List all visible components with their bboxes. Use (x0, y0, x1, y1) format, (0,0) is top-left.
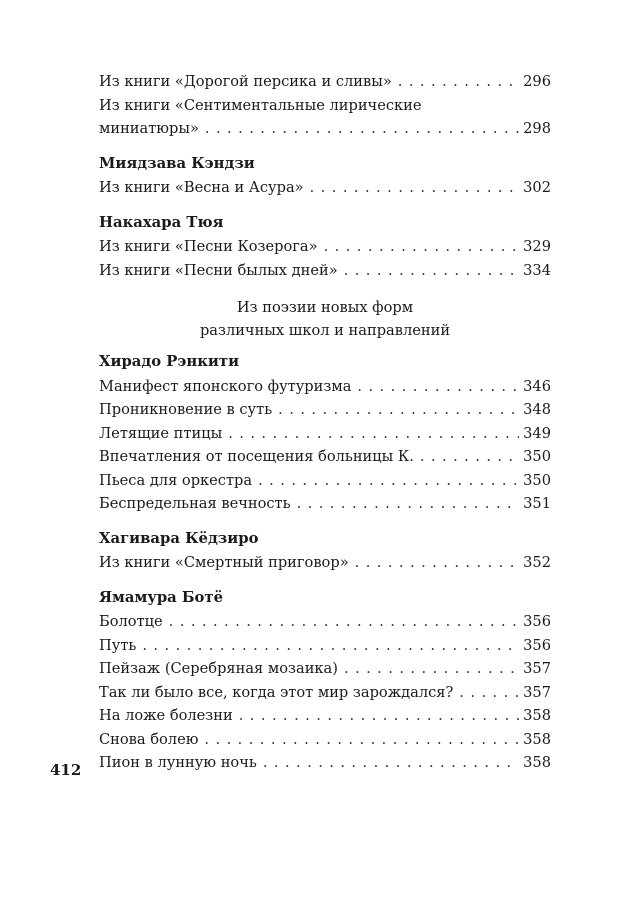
toc-entry (99, 398, 551, 422)
toc-entry-title: Из книги «Песни Козерога» (99, 238, 318, 255)
dot-leader (142, 634, 519, 658)
toc-entry-title: Впечатления от посещения больницы К. (99, 448, 414, 465)
dot-leader (344, 259, 520, 283)
dot-leader (228, 422, 519, 446)
page-number: 412 (50, 761, 82, 779)
toc-entry (99, 235, 551, 259)
toc-entry-title: Из книги «Песни былых дней» (99, 261, 338, 279)
toc-group (99, 586, 551, 775)
toc-entry-page: 349 (523, 424, 551, 442)
dot-leader (420, 445, 519, 469)
toc-entry (99, 704, 551, 728)
toc-entry (99, 422, 551, 446)
toc-entry-title: Летящие птицы (99, 424, 223, 442)
dot-leader (459, 681, 519, 705)
dot-leader (324, 235, 520, 259)
toc-entry-title: Манифест японского футуризма (99, 377, 352, 395)
toc-entry-wrapped-line: Из книги «Сентиментальные лирические (99, 96, 422, 114)
toc-entry-title: Болотце (99, 613, 163, 630)
toc-group (99, 70, 551, 141)
toc-entry-page: 356 (523, 636, 551, 654)
toc-entry-page: 358 (523, 754, 551, 771)
section-heading-line: различных школ и направлений (199, 322, 451, 339)
toc-entry (99, 551, 551, 575)
section-heading (99, 296, 551, 342)
dot-leader (344, 657, 519, 681)
toc-entry-page: 350 (523, 471, 551, 489)
toc-entry (99, 70, 551, 94)
toc-entry-title: Пьеса для оркестра (99, 471, 253, 489)
toc-entry (99, 259, 551, 283)
toc-entry-title: миниатюры» (99, 120, 199, 137)
dot-leader (297, 492, 520, 516)
dot-leader (205, 117, 519, 141)
toc-entry-title: Из книги «Дорогой персика и сливы» (99, 73, 392, 90)
toc-entry-page: 329 (523, 238, 551, 255)
dot-leader (398, 70, 519, 94)
toc-entry-title: Пион в лунную ночь (99, 754, 257, 771)
toc-entry (99, 634, 551, 658)
toc-entry (99, 657, 551, 681)
toc-entry-title: Снова болею (99, 730, 199, 748)
toc-entry (99, 728, 551, 752)
author-name: Миядзава Кэндзи (99, 154, 255, 172)
author-name: Хирадо Рэнкити (99, 353, 240, 370)
dot-leader (278, 398, 519, 422)
toc-entry-title: Путь (99, 636, 137, 654)
dot-leader (239, 704, 519, 728)
toc-entry (99, 375, 551, 399)
toc-group (99, 350, 551, 516)
toc-entry-title: На ложе болезни (99, 707, 233, 724)
dot-leader (263, 751, 519, 775)
toc-group (99, 211, 551, 283)
toc-entry-title: Беспредельная вечность (99, 495, 291, 512)
toc-entry (99, 610, 551, 634)
toc-entry-page: 350 (523, 448, 551, 465)
toc-entry-title: Пейзаж (Серебряная мозаика) (99, 660, 338, 677)
toc-entry-page: 302 (523, 179, 551, 196)
toc-entry (99, 117, 551, 141)
toc-entry-title: Из книги «Весна и Асура» (99, 179, 304, 196)
toc-entry (99, 492, 551, 516)
author-name: Ямамура Ботё (99, 588, 223, 606)
table-of-contents (99, 70, 551, 786)
dot-leader (204, 728, 519, 752)
toc-entry-page: 357 (523, 660, 551, 677)
dot-leader (169, 610, 519, 634)
section-heading-line: Из поэзии новых форм (236, 299, 414, 316)
toc-entry-page: 351 (523, 495, 551, 512)
dot-leader (357, 375, 519, 399)
toc-entry-page: 356 (523, 613, 551, 630)
toc-entry-page: 357 (523, 683, 551, 701)
toc-entry (99, 176, 551, 200)
author-name: Хагивара Кёдзиро (99, 529, 259, 547)
toc-entry-title: Так ли было все, когда этот мир зарождался? (99, 683, 454, 701)
dot-leader (355, 551, 520, 575)
toc-entry (99, 751, 551, 775)
toc-group (99, 152, 551, 200)
toc-entry-page: 348 (523, 401, 551, 418)
toc-entry-page: 334 (523, 261, 551, 279)
toc-entry-title: Проникновение в суть (99, 401, 273, 418)
dot-leader (310, 176, 520, 200)
toc-entry (99, 681, 551, 705)
dot-leader (258, 469, 519, 493)
toc-entry-page: 296 (523, 73, 551, 90)
toc-entry-page: 298 (523, 120, 551, 137)
toc-entry (99, 445, 551, 469)
author-name: Накахара Тюя (99, 213, 224, 231)
toc-entry-page: 358 (523, 707, 551, 724)
toc-entry-page: 346 (523, 377, 551, 395)
toc-entry-page: 352 (523, 554, 551, 571)
toc-entry-title: Из книги «Смертный приговор» (99, 554, 349, 571)
toc-entry-page: 358 (523, 730, 551, 748)
toc-group (99, 527, 551, 575)
toc-entry (99, 469, 551, 493)
